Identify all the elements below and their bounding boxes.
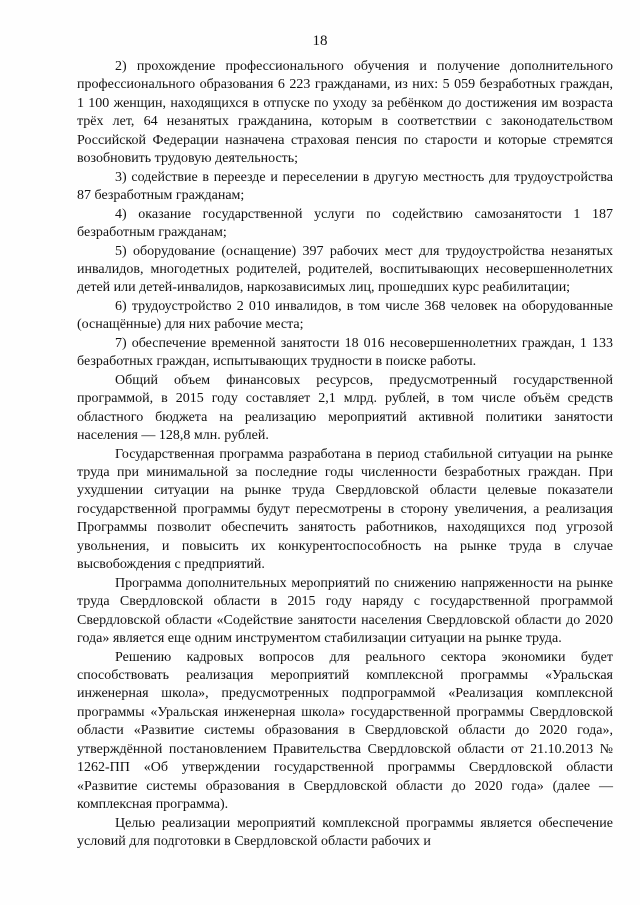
paragraph-additional-measures: Программа дополнительных мероприятий по снижению напряженности на рынке труда Свердловской области в 2015 году наряду с государственной программой Свердловской области «Содействие занятости населения Свердловской области до 2020 года» является еще одним инструментом стабилизации ситуации на рынке труда. — [77, 575, 613, 647]
paragraph-item-3-relocation: 3) содействие в переезде и переселении в другую местность для трудоустройства 87 безработным гражданам; — [77, 169, 613, 204]
document-body — [77, 58, 613, 851]
paragraph-item-2-vocational-training: 2) прохождение профессионального обучения и получение дополнительного профессионального образования 6 223 гражданами, из них: 5 059 безработных граждан, 1 100 женщин, находящихся в отпуске по уходу за ребёнком до достижения им возраста трёх лет, 64 незанятых гражданина, которым в соответствии с законодательством Российской Федерации назначена страховая пенсия по старости и которые стремятся возобновить трудовую деятельность; — [77, 59, 613, 167]
paragraph-item-6-disabled-employment: 6) трудоустройство 2 010 инвалидов, в том числе 368 человек на оборудованные (оснащённые) для них рабочие места; — [77, 298, 613, 333]
paragraph-financing: Общий объем финансовых ресурсов, предусмотренный государственной программой, в 2015 году составляет 2,1 млрд. рублей, в том числе объём средств областного бюджета на реализацию мероприятий активной политики занятости населения — 128,8 млн. рублей. — [77, 372, 613, 444]
paragraph-program-goal: Целью реализации мероприятий комплексной программы является обеспечение условий для подготовки в Свердловской области рабочих и — [77, 815, 613, 850]
page-number: 18 — [312, 33, 328, 49]
paragraph-engineering-school: Решению кадровых вопросов для реального сектора экономики будет способствовать реализация мероприятий комплексной программы «Уральская инженерная школа», предусмотренных подпрограммой «Реализация комплексной программы «Уральская инженерная школа» государственной программы Свердловской области «Развитие системы образования в Свердловской области до 2020 года», утверждённой постановлением Правительства Свердловской области от 21.10.2013 № 1262-ПП «Об утверждении государственной программы Свердловской области «Развитие системы образования в Свердловской области до 2020 года» (далее — комплексная программа). — [77, 649, 613, 813]
paragraph-program-development: Государственная программа разработана в период стабильной ситуации на рынке труда при минимальной за последние годы численности безработных граждан. При ухудшении ситуации на рынке труда Свердловской области целевые показатели государственной программы будут пересмотрены в сторону увеличения, а реализация Программы позволит обеспечить занятость работников, находящихся под угрозой увольнения, и повысить их конкурентоспособность на рынке труда в случае высвобождения с предприятий. — [77, 446, 613, 573]
paragraph-item-4-self-employment: 4) оказание государственной услуги по содействию самозанятости 1 187 безработным гражданам; — [77, 206, 613, 241]
paragraph-item-5-workplace-equipment: 5) оборудование (оснащение) 397 рабочих мест для трудоустройства незанятых инвалидов, многодетных родителей, родителей, воспитывающих несовершеннолетних детей или детей-инвалидов, наркозависимых лиц, прошедших курс реабилитации; — [77, 243, 613, 296]
paragraph-item-7-temporary-employment: 7) обеспечение временной занятости 18 016 несовершеннолетних граждан, 1 133 безработных граждан, испытывающих трудности в поиске работы. — [77, 335, 613, 370]
